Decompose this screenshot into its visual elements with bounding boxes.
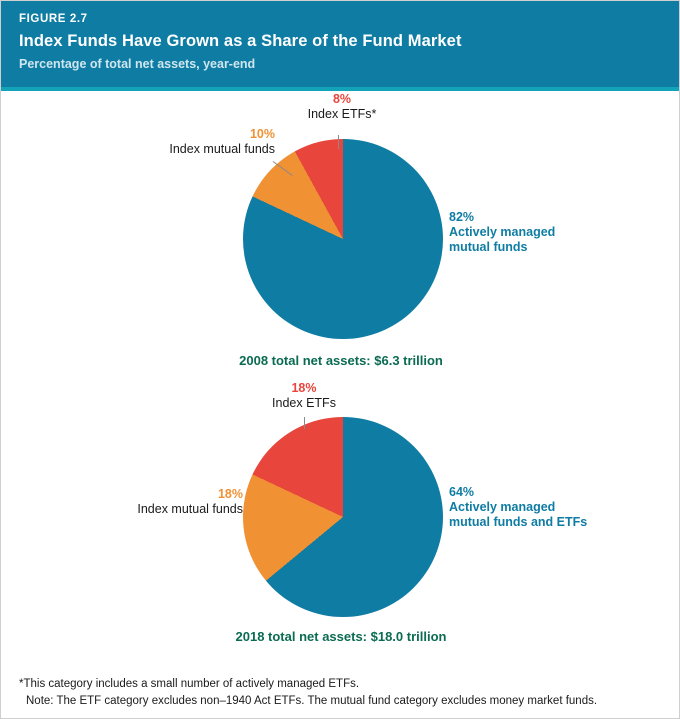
pie-2018-label-index-etfs: [219, 381, 389, 411]
pie-2018-name-index-mutual-funds: Index mutual funds: [137, 502, 243, 516]
pie-2008-name-index-etfs: Index ETFs*: [307, 107, 377, 121]
pie-2008-graphic: [243, 139, 443, 339]
pie-2018-graphic: [243, 417, 443, 617]
pie-2008-pct-actively-managed: 82%: [449, 210, 475, 224]
figure-title: Index Funds Have Grown as a Share of the Fund Market: [19, 32, 462, 50]
pie-2008-slices: [243, 139, 443, 339]
pie-2018-pct-index-etfs: 18%: [291, 381, 317, 395]
figure-footnote: *This category includes a small number of actively managed ETFs.: [19, 678, 360, 690]
figure-notes: [1, 676, 679, 710]
pie-2008-label-actively-managed: [449, 210, 555, 255]
pie-2018-name-index-etfs: Index ETFs: [272, 396, 336, 410]
pie-2018-label-index-mutual-funds: [11, 487, 243, 517]
pie-2008-leader-index-etfs: [338, 135, 339, 149]
pie-2018-slices: [243, 417, 443, 617]
pie-chart-2018: [1, 381, 680, 651]
pie-2018-caption: 2018 total net assets: $18.0 trillion: [235, 629, 447, 644]
pie-2008-pct-index-mutual-funds: 10%: [249, 127, 275, 141]
pie-2018-pct-actively-managed: 64%: [449, 485, 475, 499]
figure-header: [1, 1, 679, 87]
pie-chart-2008: [1, 91, 680, 381]
pie-2018-pct-index-mutual-funds: 18%: [217, 487, 243, 501]
pie-2018-name-actively-managed-l1: Actively managed: [449, 500, 556, 514]
pie-2008-name-actively-managed-l2: mutual funds: [449, 240, 528, 254]
pie-2008-label-index-etfs: [239, 92, 445, 122]
pie-2008-name-actively-managed-l1: Actively managed: [449, 225, 556, 239]
pie-2008-name-index-mutual-funds: Index mutual funds: [169, 142, 275, 156]
pie-2018-name-actively-managed-l2: mutual funds and ETFs: [449, 515, 588, 529]
figure-number: FIGURE 2.7: [19, 13, 88, 25]
charts-container: [1, 91, 679, 651]
figure-subtitle: Percentage of total net assets, year-end: [19, 57, 256, 71]
figure-note: Note: The ETF category excludes non–1940 Act ETFs. The mutual fund category excludes money market funds.: [26, 695, 598, 707]
pie-2008-pct-index-etfs: 8%: [332, 92, 352, 106]
pie-2008-label-index-mutual-funds: [29, 127, 275, 157]
pie-2008-caption: 2008 total net assets: $6.3 trillion: [239, 353, 443, 368]
pie-2018-leader-index-etfs: [304, 417, 305, 429]
pie-2018-label-actively-managed: [449, 485, 587, 530]
